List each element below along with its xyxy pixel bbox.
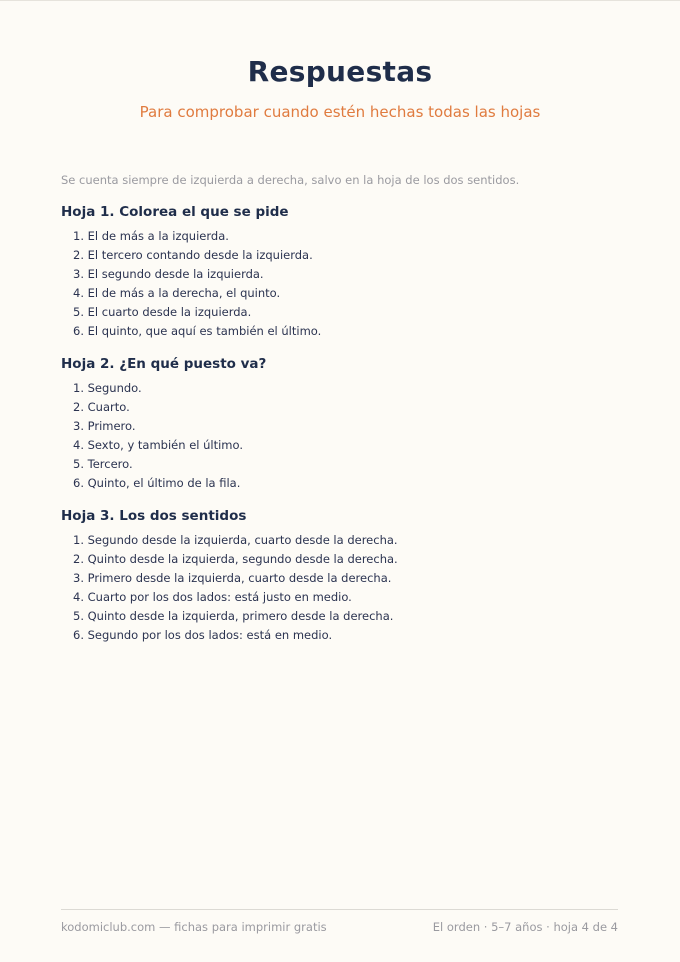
answer-list: [61, 227, 621, 341]
answer-item: 5. El cuarto desde la izquierda.: [73, 305, 252, 319]
section-title: Hoja 2. ¿En qué puesto va?: [61, 356, 267, 372]
answer-item: 4. El de más a la derecha, el quinto.: [73, 286, 281, 300]
answer-item: 4. Cuarto por los dos lados: está justo en medio.: [73, 590, 352, 604]
answer-list: [61, 379, 621, 493]
footer-page-info: El orden · 5–7 años · hoja 4 de 4: [432, 920, 618, 934]
section-hoja-3: [61, 507, 621, 645]
answer-item: 2. Cuarto.: [73, 400, 130, 414]
answer-list: [61, 531, 621, 645]
answer-item: 5. Tercero.: [73, 457, 133, 471]
answer-item: 5. Quinto desde la izquierda, primero desde la derecha.: [73, 609, 394, 623]
section-hoja-1: [61, 203, 621, 341]
answer-item: 3. Primero.: [73, 419, 136, 433]
footer-site-credit: kodomiclub.com — fichas para imprimir gratis: [61, 920, 327, 934]
answer-item: 6. El quinto, que aquí es también el último.: [73, 324, 322, 338]
intro-note: Se cuenta siempre de izquierda a derecha, salvo en la hoja de los dos sentidos.: [61, 173, 520, 187]
section-hoja-2: [61, 355, 621, 493]
answer-item: 2. El tercero contando desde la izquierda.: [73, 248, 313, 262]
answer-item: 3. El segundo desde la izquierda.: [73, 267, 264, 281]
answer-item: 1. El de más a la izquierda.: [73, 229, 229, 243]
page-title: Respuestas: [247, 55, 433, 88]
footer-divider: [61, 909, 618, 910]
section-title: Hoja 3. Los dos sentidos: [61, 508, 247, 524]
answer-item: 1. Segundo.: [73, 381, 142, 395]
answer-item: 6. Segundo por los dos lados: está en medio.: [73, 628, 333, 642]
page-subtitle: Para comprobar cuando estén hechas todas las hojas: [139, 103, 541, 121]
answers-content: [61, 173, 621, 659]
answer-item: 6. Quinto, el último de la fila.: [73, 476, 241, 490]
section-title: Hoja 1. Colorea el que se pide: [61, 204, 289, 220]
answer-item: 1. Segundo desde la izquierda, cuarto desde la derecha.: [73, 533, 398, 547]
answer-item: 4. Sexto, y también el último.: [73, 438, 244, 452]
answer-item: 3. Primero desde la izquierda, cuarto desde la derecha.: [73, 571, 392, 585]
answer-item: 2. Quinto desde la izquierda, segundo desde la derecha.: [73, 552, 398, 566]
